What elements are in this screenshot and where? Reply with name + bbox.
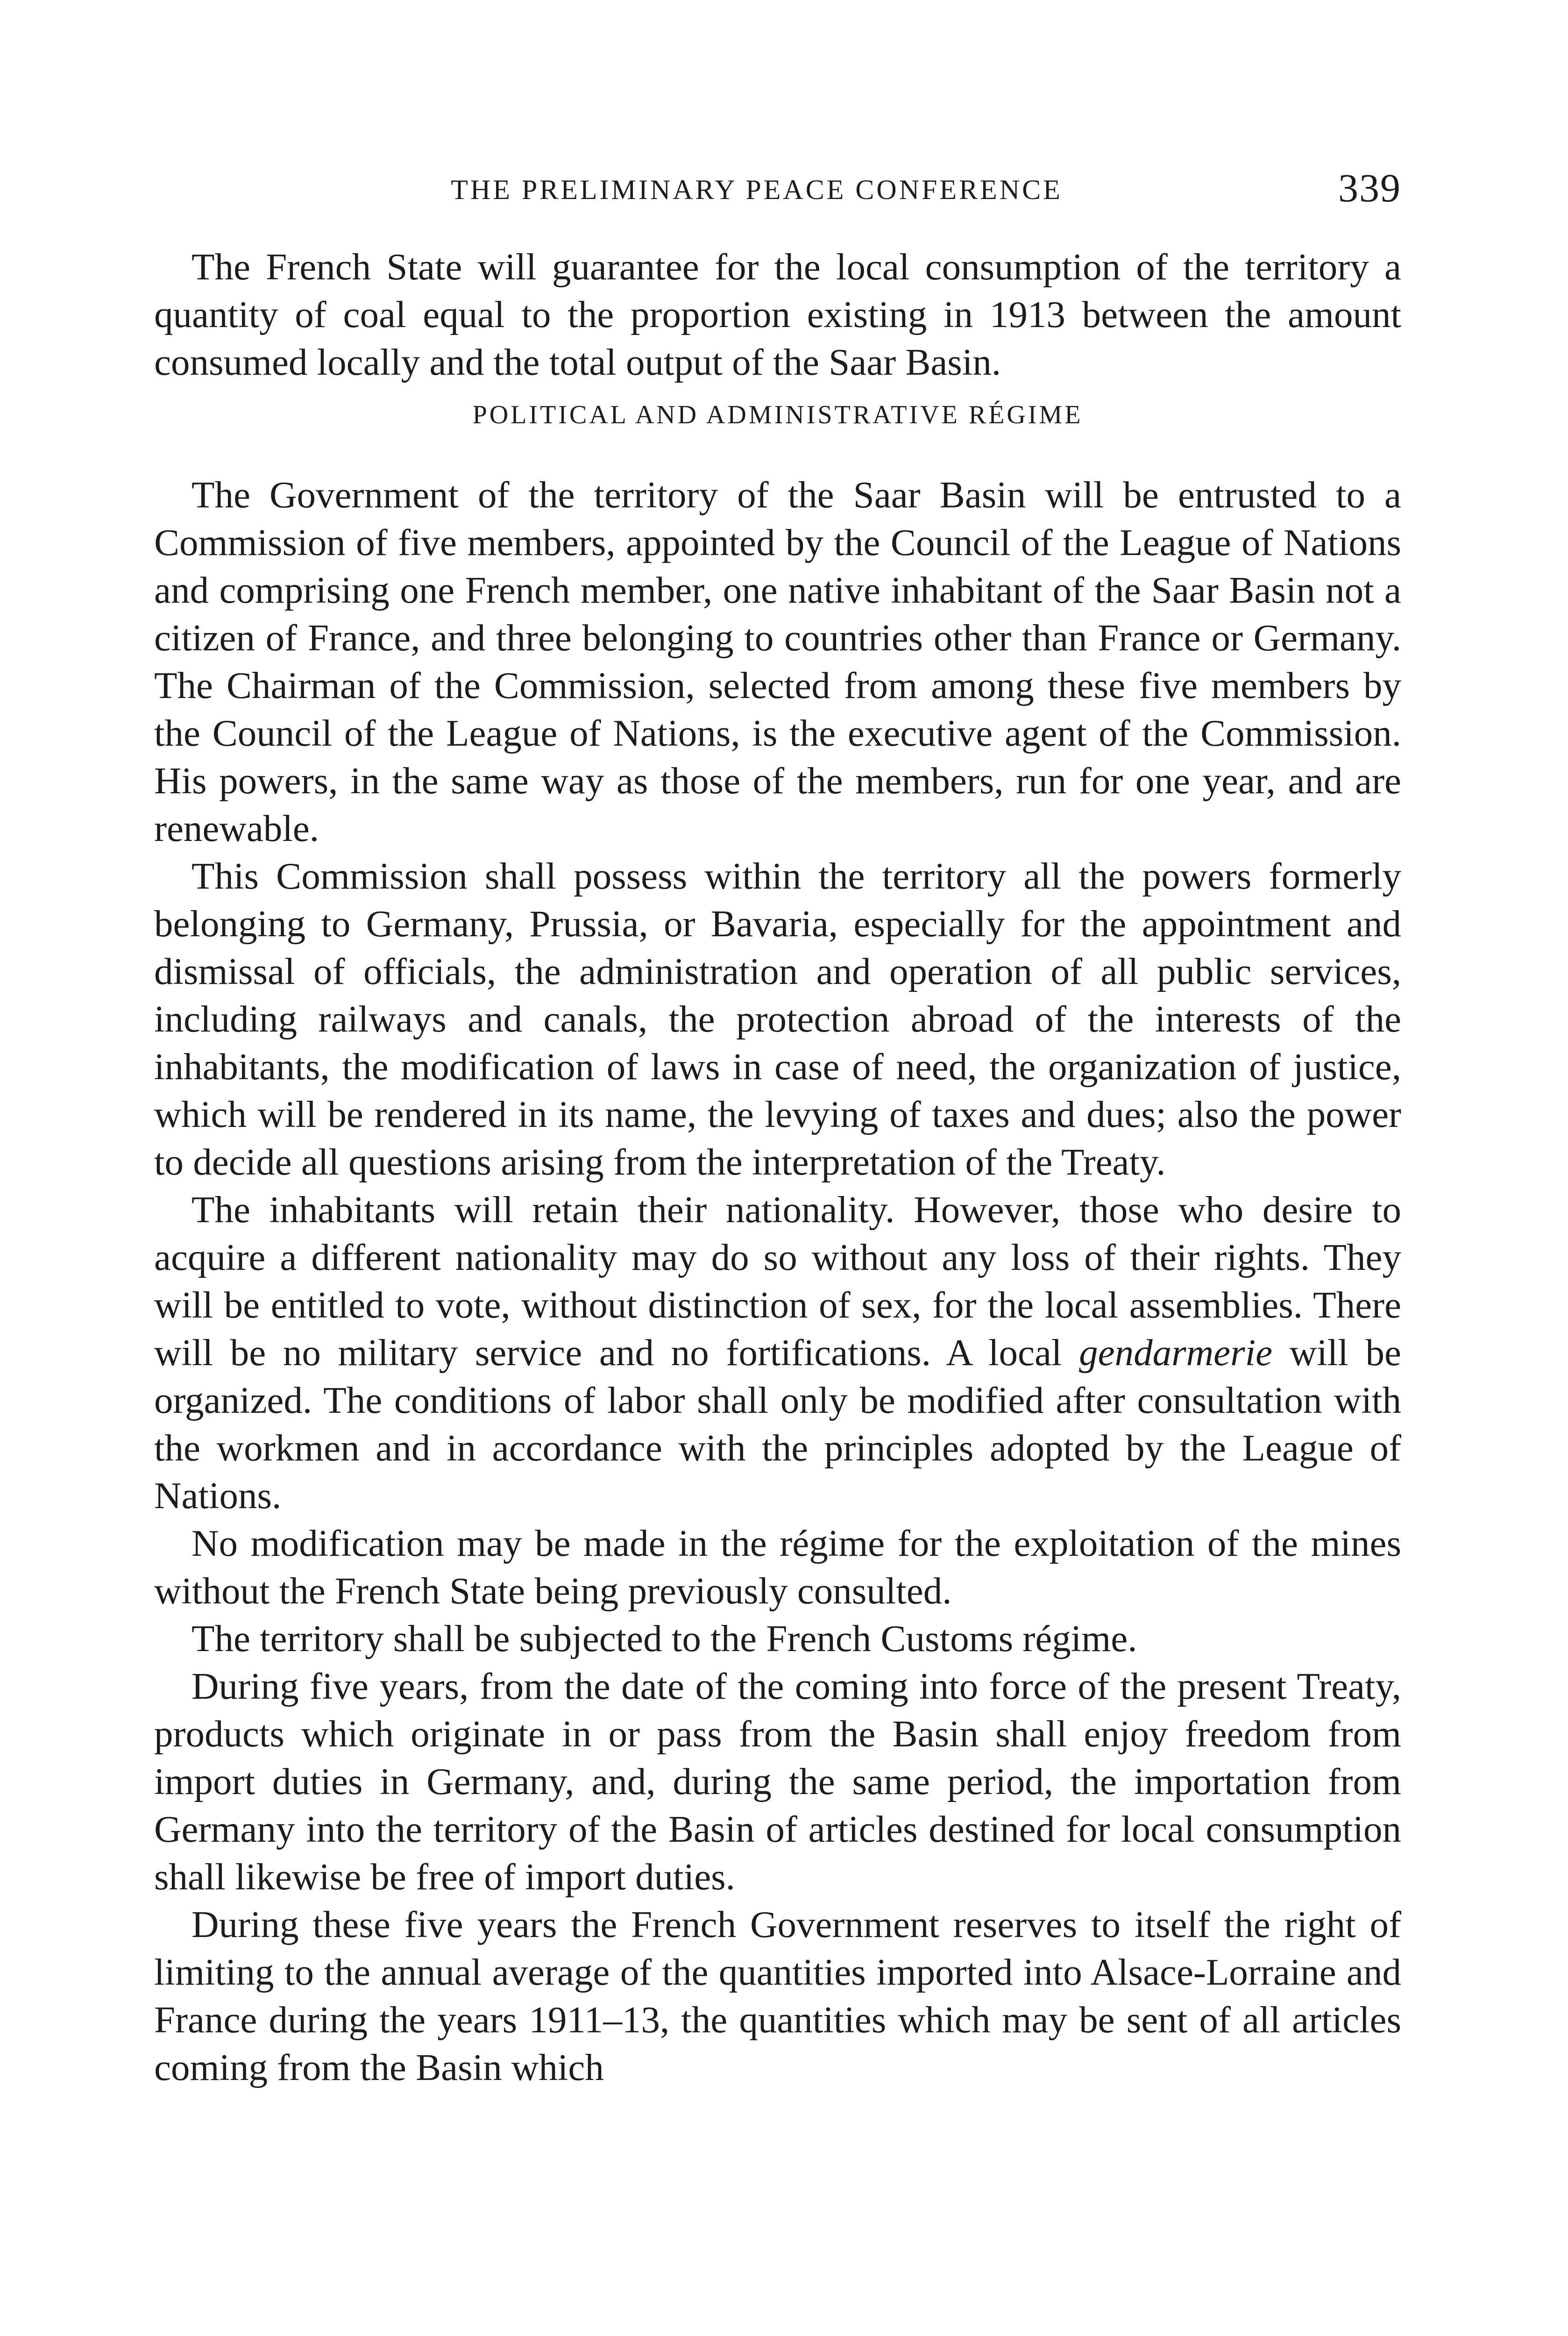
running-head [154,167,1401,219]
body-text [154,243,1401,2091]
paragraph-commission-powers: This Commission shall possess within the territory all the powers formerly belonging to Germany, Prussia, or Bavaria, especially for the appointment and dismissal of officials, the administration and operation of all public services, including railways and canals, the protection abroad of the interests of the inhabitants, the modification of laws in case of need, the organization of justice, which will be rendered in its name, the levying of taxes and dues; also the power to decide all questions arising from the interpretation of the Treaty. [154,855,1401,1183]
page-number: 339 [1338,165,1401,210]
paragraph-governing-commission: The Government of the territory of the Saar Basin will be entrusted to a Commission of five members, appointed by the Council of the League of Nations and comprising one French member, one native inhabitant of the Saar Basin not a citizen of France, and three belonging to countries other than France or Germany. The Chairman of the Commission, selected from among these five members by the Council of the League of Nations, is the executive agent of the Commission. His powers, in the same way as those of the members, run for one year, and are renewable. [154,474,1401,849]
paragraph-coal-guarantee: The French State will guarantee for the local consumption of the territory a quantity of coal equal to the proportion existing in 1913 between the amount consumed locally and the total output of the Saar Basin. [154,246,1401,383]
section-heading: POLITICAL AND ADMINISTRATIVE RÉGIME [472,400,1083,429]
paragraph-inhabitants [154,1186,1401,1519]
paragraph-inhabitants-text-b: will be organized. The conditions of labor shall only be modified after consultation with the workmen and in accordance with the principles adopted by the League of Nations. [154,1332,1401,1517]
paragraph-import-duties: During five years, from the date of the coming into force of the present Treaty, products which originate in or pass from the Basin shall enjoy freedom from import duties in Germany, and, during the same period, the importation from Germany into the territory of the Basin of articles destined for local consumption shall likewise be free of import duties. [154,1665,1401,1898]
paragraph-mines-regime: No modification may be made in the régime for the exploitation of the mines without the French State being previously consulted. [154,1522,1401,1612]
paragraph-import-limits: During these five years the French Government reserves to itself the right of limiting to the annual average of the quantities imported into Alsace-Lorraine and France during the years 1911–13, the quantities which may be sent of all articles coming from the Basin which [154,1903,1401,2088]
paragraph-inhabitants-text-a: The inhabitants will retain their nationality. However, those who desire to acquire a different nationality may do so without any loss of their rights. They will be entitled to vote, without distinction of sex, for the local assemblies. There will be no military service and no fortifications. A local [154,1189,1401,1374]
paragraph-customs-regime: The territory shall be subjected to the French Customs régime. [192,1617,1137,1659]
italic-term-gendarmerie: gendarmerie [1079,1332,1273,1374]
running-title: THE PRELIMINARY PEACE CONFERENCE [451,174,1063,205]
